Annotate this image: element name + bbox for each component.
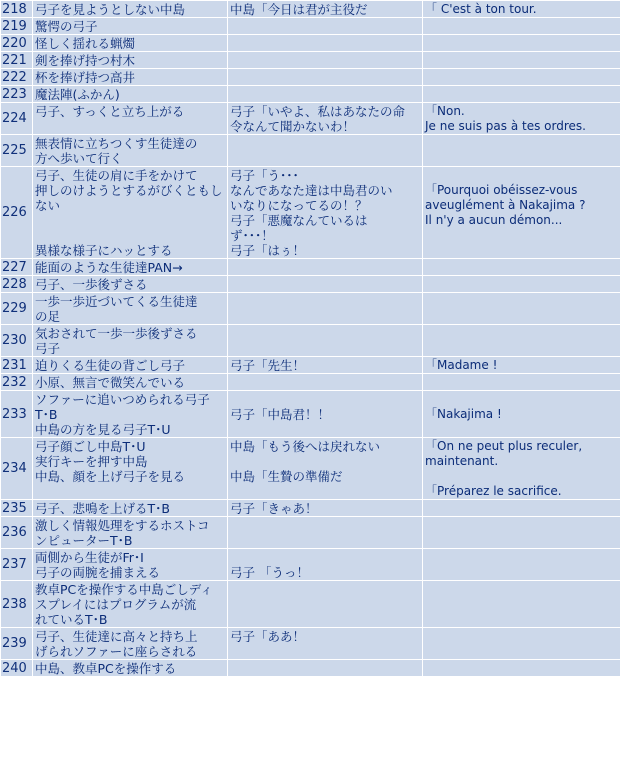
dialogue bbox=[228, 35, 423, 52]
cut-number: 223 bbox=[1, 86, 33, 103]
french-subtitle bbox=[423, 18, 620, 35]
dialogue: 弓子「先生！ bbox=[228, 357, 423, 374]
french-subtitle bbox=[423, 581, 620, 628]
cut-number: 225 bbox=[1, 135, 33, 167]
table-row bbox=[1, 167, 620, 259]
scene-description: 弓子、生徒の肩に手をかけて 押しのけようとするがびくともし ない 異様な様子にハッとする bbox=[33, 167, 228, 259]
dialogue bbox=[228, 52, 423, 69]
table-row bbox=[1, 391, 620, 438]
table-row bbox=[1, 660, 620, 677]
dialogue: 弓子 「うっ！ bbox=[228, 549, 423, 581]
table-row bbox=[1, 500, 620, 517]
scene-description: 弓子、一歩後ずさる bbox=[33, 276, 228, 293]
dialogue bbox=[228, 69, 423, 86]
scene-description: 驚愕の弓子 bbox=[33, 18, 228, 35]
french-subtitle bbox=[423, 374, 620, 391]
table-row bbox=[1, 628, 620, 660]
cut-number: 232 bbox=[1, 374, 33, 391]
scene-description: 激しく情報処理をするホストコ ンピューターT･B bbox=[33, 517, 228, 549]
cut-number: 238 bbox=[1, 581, 33, 628]
french-subtitle bbox=[423, 135, 620, 167]
table-row bbox=[1, 581, 620, 628]
scene-description: 無表情に立ちつくす生徒達の 方へ歩いて行く bbox=[33, 135, 228, 167]
cut-number: 218 bbox=[1, 1, 33, 18]
table-row bbox=[1, 293, 620, 325]
cut-number: 219 bbox=[1, 18, 33, 35]
scene-description: 魔法陣(ふかん) bbox=[33, 86, 228, 103]
dialogue bbox=[228, 374, 423, 391]
french-subtitle: 「Nakajima ! bbox=[423, 391, 620, 438]
dialogue bbox=[228, 135, 423, 167]
french-subtitle bbox=[423, 517, 620, 549]
scene-description: 気おされて一歩一歩後ずさる 弓子 bbox=[33, 325, 228, 357]
table-row bbox=[1, 438, 620, 500]
scene-description: 一歩一歩近づいてくる生徒達 の足 bbox=[33, 293, 228, 325]
scene-description: 弓子、生徒達に高々と持ち上 げられソファーに座らされる bbox=[33, 628, 228, 660]
table-row bbox=[1, 103, 620, 135]
cut-number: 222 bbox=[1, 69, 33, 86]
cut-number: 226 bbox=[1, 167, 33, 259]
dialogue bbox=[228, 293, 423, 325]
cut-number: 220 bbox=[1, 35, 33, 52]
cut-number: 221 bbox=[1, 52, 33, 69]
dialogue: 弓子「中島君！！ bbox=[228, 391, 423, 438]
scene-description: 迫りくる生徒の背ごし弓子 bbox=[33, 357, 228, 374]
cut-number: 231 bbox=[1, 357, 33, 374]
table-row bbox=[1, 357, 620, 374]
french-subtitle bbox=[423, 259, 620, 276]
dialogue bbox=[228, 517, 423, 549]
scene-description: ソファーに追いつめられる弓子 T･B 中島の方を見る弓子T･U bbox=[33, 391, 228, 438]
french-subtitle bbox=[423, 86, 620, 103]
scene-description: 両側から生徒がFr･I 弓子の両腕を捕まえる bbox=[33, 549, 228, 581]
dialogue: 弓子「いやよ、私はあなたの命 令なんて聞かないわ！ bbox=[228, 103, 423, 135]
table-row bbox=[1, 1, 620, 18]
dialogue: 中島「もう後へは戻れない 中島「生贄の準備だ bbox=[228, 438, 423, 500]
french-subtitle: 「 C'est à ton tour. bbox=[423, 1, 620, 18]
scene-description: 弓子、悲鳴を上げるT･B bbox=[33, 500, 228, 517]
table-row bbox=[1, 52, 620, 69]
table-row bbox=[1, 517, 620, 549]
dialogue bbox=[228, 581, 423, 628]
french-subtitle bbox=[423, 52, 620, 69]
table-row bbox=[1, 259, 620, 276]
scene-description: 剣を捧げ持つ村木 bbox=[33, 52, 228, 69]
scene-description: 小原、無言で微笑んでいる bbox=[33, 374, 228, 391]
french-subtitle bbox=[423, 35, 620, 52]
dialogue bbox=[228, 86, 423, 103]
cut-number: 234 bbox=[1, 438, 33, 500]
french-subtitle: 「Pourquoi obéissez-vous aveuglément à Nakajima ? Il n'y a aucun démon... bbox=[423, 167, 620, 259]
table-row bbox=[1, 135, 620, 167]
table-row bbox=[1, 69, 620, 86]
scene-description: 能面のような生徒達PAN→ bbox=[33, 259, 228, 276]
dialogue: 弓子「う･･･ なんであなた達は中島君のい いなりになってるの！？ 弓子「悪魔なんているは ず･･･！ 弓子「はぅ！ bbox=[228, 167, 423, 259]
cut-number: 240 bbox=[1, 660, 33, 677]
cut-number: 228 bbox=[1, 276, 33, 293]
cut-number: 229 bbox=[1, 293, 33, 325]
scene-description: 弓子、すっくと立ち上がる bbox=[33, 103, 228, 135]
dialogue bbox=[228, 276, 423, 293]
french-subtitle bbox=[423, 549, 620, 581]
cut-number: 233 bbox=[1, 391, 33, 438]
french-subtitle: 「Non. Je ne suis pas à tes ordres. bbox=[423, 103, 620, 135]
dialogue: 弓子「ああ！ bbox=[228, 628, 423, 660]
table-row bbox=[1, 374, 620, 391]
cut-number: 235 bbox=[1, 500, 33, 517]
scene-description: 杯を捧げ持つ高井 bbox=[33, 69, 228, 86]
cut-number: 239 bbox=[1, 628, 33, 660]
cut-number: 237 bbox=[1, 549, 33, 581]
french-subtitle bbox=[423, 500, 620, 517]
dialogue bbox=[228, 325, 423, 357]
french-subtitle bbox=[423, 69, 620, 86]
scene-description: 怪しく揺れる蝋燭 bbox=[33, 35, 228, 52]
scene-description: 中島、教卓PCを操作する bbox=[33, 660, 228, 677]
dialogue bbox=[228, 259, 423, 276]
table-row bbox=[1, 549, 620, 581]
dialogue bbox=[228, 660, 423, 677]
table-row bbox=[1, 325, 620, 357]
cut-number: 224 bbox=[1, 103, 33, 135]
table-row bbox=[1, 276, 620, 293]
cut-number: 236 bbox=[1, 517, 33, 549]
dialogue bbox=[228, 18, 423, 35]
dialogue: 弓子「きゃあ！ bbox=[228, 500, 423, 517]
french-subtitle: 「Madame ! bbox=[423, 357, 620, 374]
french-subtitle bbox=[423, 276, 620, 293]
scene-description: 弓子を見ようとしない中島 bbox=[33, 1, 228, 18]
table-row bbox=[1, 86, 620, 103]
cut-number: 230 bbox=[1, 325, 33, 357]
french-subtitle bbox=[423, 628, 620, 660]
dialogue: 中島「今日は君が主役だ bbox=[228, 1, 423, 18]
scene-description: 弓子顔ごし中島T･U 実行キーを押す中島 中島、顔を上げ弓子を見る bbox=[33, 438, 228, 500]
french-subtitle bbox=[423, 293, 620, 325]
scene-description: 教卓PCを操作する中島ごしディ スプレイにはプログラムが流 れているT･B bbox=[33, 581, 228, 628]
french-subtitle bbox=[423, 660, 620, 677]
table-row bbox=[1, 18, 620, 35]
cut-number: 227 bbox=[1, 259, 33, 276]
table-row bbox=[1, 35, 620, 52]
french-subtitle: 「On ne peut plus reculer, maintenant. 「Préparez le sacrifice. bbox=[423, 438, 620, 500]
french-subtitle bbox=[423, 325, 620, 357]
